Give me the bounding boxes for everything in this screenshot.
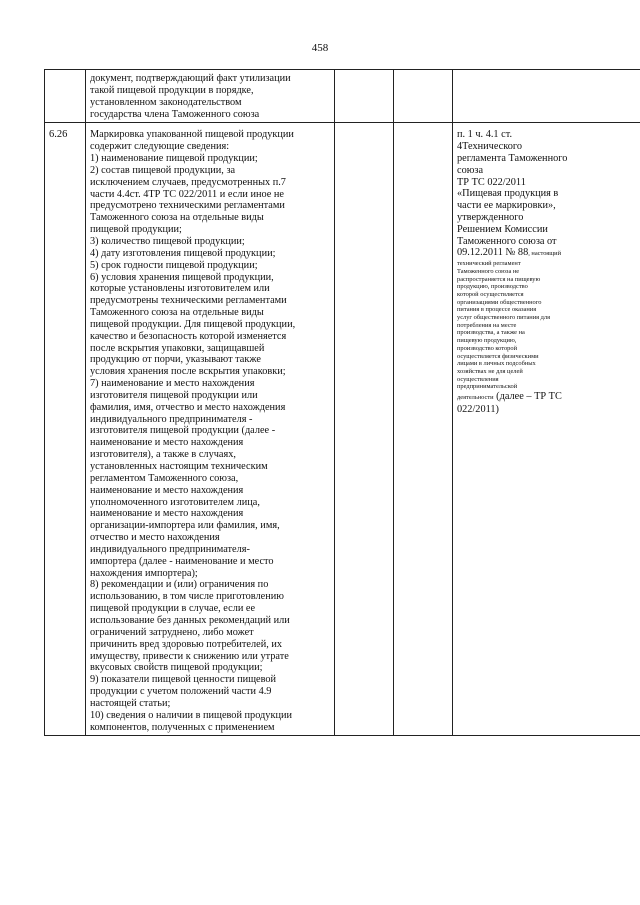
text-line: имуществу, привести к снижению или утрате — [90, 650, 289, 662]
reference-line: ТР ТС 022/2011 — [457, 176, 526, 188]
requirement-text-cell — [86, 70, 335, 123]
reference-line: утвержденного — [457, 211, 524, 223]
text-line: части 4.4ст. 4ТР ТС 022/2011 и если иное не — [90, 188, 285, 200]
requirements-table — [44, 69, 640, 736]
reference-line: 09.12.2011 № 88, настоящий — [457, 247, 562, 259]
text-line: 1) наименование пищевой продукции; — [90, 153, 258, 165]
reference-small-line: пищевую продукцию, — [457, 337, 517, 345]
reference-line: 4Технического — [457, 141, 522, 153]
table-row — [45, 123, 640, 736]
reference-line: Решением Комиссии — [457, 223, 548, 235]
page-number: 458 — [311, 42, 329, 54]
text-line: Маркировка упакованной пищевой продукции — [90, 129, 294, 141]
row-number-cell: 6.26 — [45, 123, 86, 736]
text-line: содержит следующие сведения: — [90, 141, 230, 153]
text-line: продукцию от порчи, указывают также — [90, 354, 261, 366]
reference-cell — [453, 70, 640, 123]
reference-small-line: предпринимательской — [457, 383, 518, 391]
reference-line: п. 1 ч. 4.1 ст. — [457, 129, 513, 141]
text-line: отчество и место нахождения — [90, 532, 220, 544]
reference-small-line: продукцию, производство — [457, 283, 528, 291]
reference-small-line: распространяется на пищевую — [457, 275, 541, 283]
empty-cell — [394, 123, 453, 736]
reference-small-line: производство которой — [457, 344, 517, 352]
text-line: пищевой продукции. Для пищевой продукции, — [90, 318, 296, 330]
text-line: изготовителя пищевой продукции или — [90, 389, 258, 401]
text-line: 5) срок годности пищевой продукции; — [90, 259, 258, 271]
empty-cell — [335, 123, 394, 736]
text-line: нахождения импортера); — [90, 567, 198, 579]
text-line: государства члена Таможенного союза — [90, 108, 260, 120]
text-line: регламентом Таможенного союза, — [90, 472, 239, 484]
empty-cell — [335, 70, 394, 123]
text-line: импортера (далее - наименование и место — [90, 555, 274, 567]
empty-cell — [394, 70, 453, 123]
reference-small-line: технический регламент — [457, 260, 521, 268]
reference-line: деятельности (далее – ТР ТС — [457, 391, 562, 403]
reference-small-line: питания в процессе оказания — [457, 306, 537, 314]
text-line: индивидуального предпринимателя - — [90, 413, 253, 425]
table-row — [45, 70, 640, 123]
reference-small-line: которой осуществляется — [457, 290, 524, 298]
reference-line: «Пищевая продукция в — [457, 188, 559, 200]
text-line: 8) рекомендации и (или) ограничения по — [90, 579, 269, 591]
text-line: установленном законодательством — [90, 96, 242, 108]
text-line: предусмотрено техническими регламентами — [90, 200, 285, 212]
text-line: пищевой продукции; — [90, 224, 182, 236]
text-line: индивидуального предпринимателя- — [90, 543, 250, 555]
reference-small-line: услуг общественного питания для — [457, 314, 551, 322]
text-line: качество и безопасность которой изменяется — [90, 330, 287, 342]
text-line: 10) сведения о наличии в пищевой продукции — [90, 709, 292, 721]
reference-small-line: осуществляется физическими — [457, 352, 539, 360]
text-line: которые установлены изготовителем или — [90, 283, 270, 295]
reference-line: части ее маркировки», — [457, 200, 556, 212]
reference-line: союза — [457, 164, 484, 176]
requirement-text-cell — [86, 123, 335, 736]
reference-small-line: производства, а также на — [457, 329, 525, 337]
text-line: причинить вред здоровью потребителей, их — [90, 638, 283, 650]
reference-small-line: осуществления — [457, 375, 499, 383]
text-line: установленных настоящим техническим — [90, 461, 268, 472]
text-line: уполномоченного изготовителем лица, — [90, 496, 260, 508]
text-line: пищевой продукции в случае, если ее — [90, 603, 256, 615]
reference-line: Таможенного союза от — [457, 235, 557, 247]
text-line: фамилия, имя, отчество и место нахождения — [90, 401, 286, 413]
text-line: использование без данных рекомендаций или — [90, 614, 290, 626]
reference-line: регламента Таможенного — [457, 152, 568, 164]
reference-small-line: хозяйствах не для целей — [457, 367, 523, 375]
text-line: настоящей статьи; — [90, 697, 171, 709]
reference-cell — [453, 123, 640, 736]
text-line: 7) наименование и место нахождения — [90, 378, 255, 390]
text-line: изготовителя), а также в случаях, — [90, 449, 236, 461]
text-line: ограничений затруднено, либо может — [90, 626, 254, 638]
row-number-cell — [45, 70, 86, 123]
reference-small-line: организациями общественного — [457, 298, 542, 306]
text-line: 2) состав пищевой продукции, за — [90, 164, 236, 176]
reference-line: 022/2011) — [457, 403, 499, 415]
text-line: такой пищевой продукции в порядке, — [90, 84, 254, 96]
text-line: условия хранения после вскрытия упаковки; — [90, 366, 286, 378]
text-line: Таможенного союза на отдельные виды — [90, 212, 264, 224]
text-line: наименование и место нахождения — [90, 437, 244, 449]
text-line: 3) количество пищевой продукции; — [90, 235, 245, 247]
text-line: исключением случаев, предусмотренных п.7 — [90, 176, 286, 188]
text-line: 9) показатели пищевой ценности пищевой — [90, 674, 277, 686]
text-line: использованию, в том числе приготовлению — [90, 591, 284, 603]
text-line: вкусовых свойств пищевой продукции; — [90, 662, 263, 674]
text-line: наименование и место нахождения — [90, 484, 244, 496]
text-line: организации-импортера или фамилия, имя, — [90, 520, 280, 532]
text-line: компонентов, полученных с применением — [90, 721, 275, 733]
reference-small-line: потребления на месте — [457, 321, 517, 329]
reference-small-line: лицами в личных подсобных — [457, 360, 536, 368]
text-line: продукции с учетом положений части 4.9 — [90, 686, 272, 698]
text-line: наименование и место нахождения — [90, 508, 244, 520]
text-line: 6) условия хранения пищевой продукции, — [90, 271, 274, 283]
text-line: 4) дату изготовления пищевой продукции; — [90, 247, 276, 259]
reference-small-line: Таможенного союза не — [457, 267, 520, 275]
text-line: документ, подтверждающий факт утилизации — [90, 73, 291, 84]
text-line: после вскрытия упаковки, защищавшей — [90, 342, 265, 354]
text-line: Таможенного союза на отдельные виды — [90, 307, 264, 319]
text-line: изготовителя пищевой продукции (далее - — [90, 425, 276, 437]
text-line: предусмотрены техническими регламентами — [90, 295, 287, 307]
